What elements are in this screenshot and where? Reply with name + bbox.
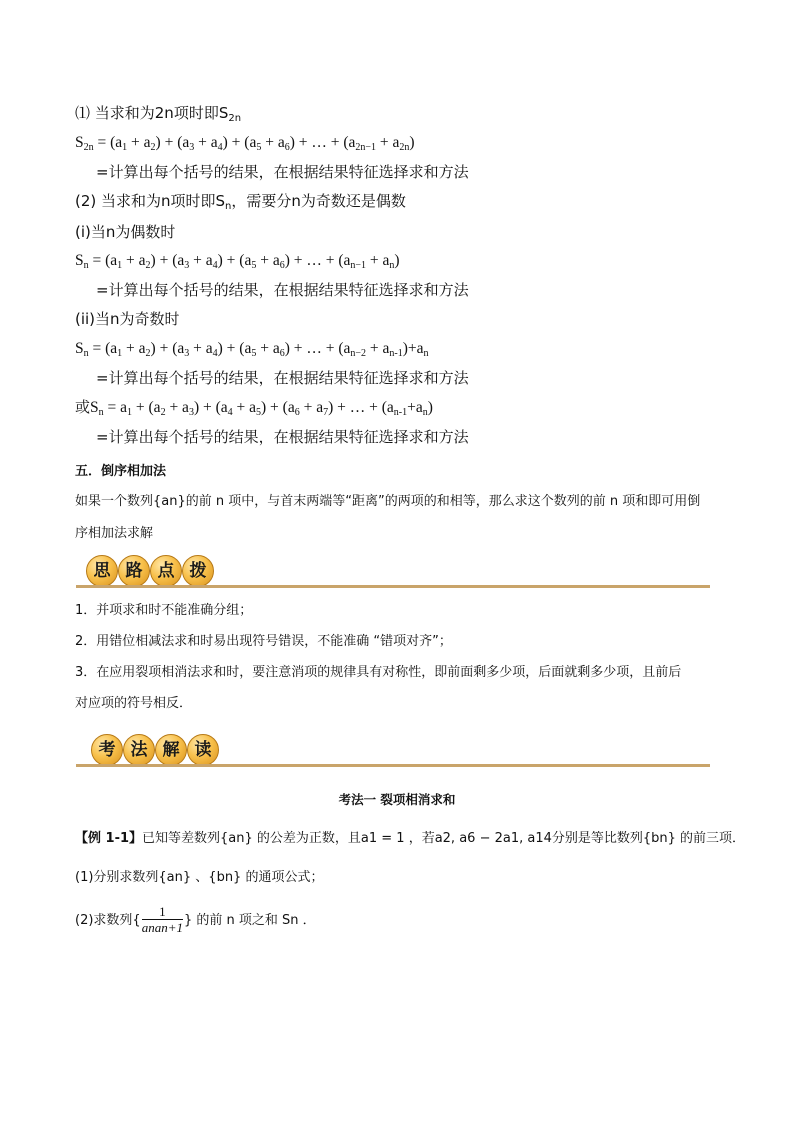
- banner-char: 读: [187, 734, 219, 766]
- tip-3-cont: 对应项的符号相反．: [75, 696, 193, 711]
- result-line-1: =计算出每个括号的结果，在根据结果特征选择求和方法: [96, 163, 469, 181]
- case-odd-heading: (ii)当n为奇数时: [75, 310, 180, 328]
- question-1: (1)分别求数列{an} 、{bn} 的通项公式；: [75, 870, 324, 885]
- formula-sn-even: $S_n = (a_1 + a_2) + (a_3 + a_4) + (a_5 + a_6)$ + … + $(a_{n-1} + a_n)$: [75, 252, 400, 271]
- case-even-heading: (i)当n为偶数时: [75, 223, 176, 241]
- formula-s2n: $S_{2n} = (a_1 + a_2) + (a_3 + a_4) + (a_5 + a_6)$ + … + $(a_{2n-1} + a_{2n})$: [75, 134, 415, 153]
- banner-char: 解: [155, 734, 187, 766]
- banner-underline: [76, 764, 710, 767]
- tip-3: 3．在应用裂项相消法求和时，要注意消项的规律具有对称性，即前面剩多少项，后面就剩多少项，且前后: [75, 665, 682, 680]
- case-n-heading: (2) 当求和为n项时即$S_n$，需要分n为奇数还是偶数: [75, 192, 406, 212]
- tip-2: 2．用错位相减法求和时易出现符号错误，不能准确 “错项对齐”；: [75, 634, 452, 649]
- tip-1: 1．并项求和时不能准确分组；: [75, 603, 253, 618]
- result-line-4: =计算出每个括号的结果，在根据结果特征选择求和方法: [96, 428, 469, 446]
- formula-sn-odd: $S_n = (a_1 + a_2) + (a_3 + a_4) + (a_5 + a_6)$ + … + $(a_{n-2} + a_{n-1})+a_n$: [75, 340, 429, 359]
- example-1-1: 【例 1-1】已知等差数列{an} 的公差为正数，且a1 = 1 ，若a2, a6 − 2a1, a14分别是等比数列{bn} 的前三项．: [75, 831, 746, 846]
- banner-char: 点: [150, 555, 182, 587]
- section-title-reverse-add: 五．倒序相加法: [75, 464, 167, 479]
- banner-char: 路: [118, 555, 150, 587]
- formula-sn-alt: 或$S_n = a_1 + (a_2 + a_3) + (a_4 + a_5) + (a_6 + a_7)$ + … + $(a_{n-1}+a_n)$: [75, 398, 433, 418]
- question-2: (2)求数列{ $\frac{1}{\text{anan+1}}$ } 的前 n 项之和 Sn ．: [75, 904, 316, 935]
- fraction: $\frac{1}{\text{anan+1}}$: [141, 904, 183, 935]
- method-title: 考法一 裂项相消求和: [338, 792, 456, 807]
- banner-char: 拨: [182, 555, 214, 587]
- banner-underline: [76, 585, 710, 588]
- banner-char: 法: [123, 734, 155, 766]
- result-line-2: =计算出每个括号的结果，在根据结果特征选择求和方法: [96, 281, 469, 299]
- section5-paragraph-line2: 序相加法求解: [75, 526, 154, 541]
- case-2n-heading: ⑴ 当求和为2n项时即$S_{2n}$: [75, 104, 242, 124]
- banner-char: 考: [91, 734, 123, 766]
- result-line-3: =计算出每个括号的结果，在根据结果特征选择求和方法: [96, 369, 469, 387]
- banner-char: 思: [86, 555, 118, 587]
- section5-paragraph-line1: 如果一个数列{an}的前 n 项中，与首末两端等“距离”的两项的和相等，那么求这个数列的前 n 项和即可用倒: [75, 494, 701, 509]
